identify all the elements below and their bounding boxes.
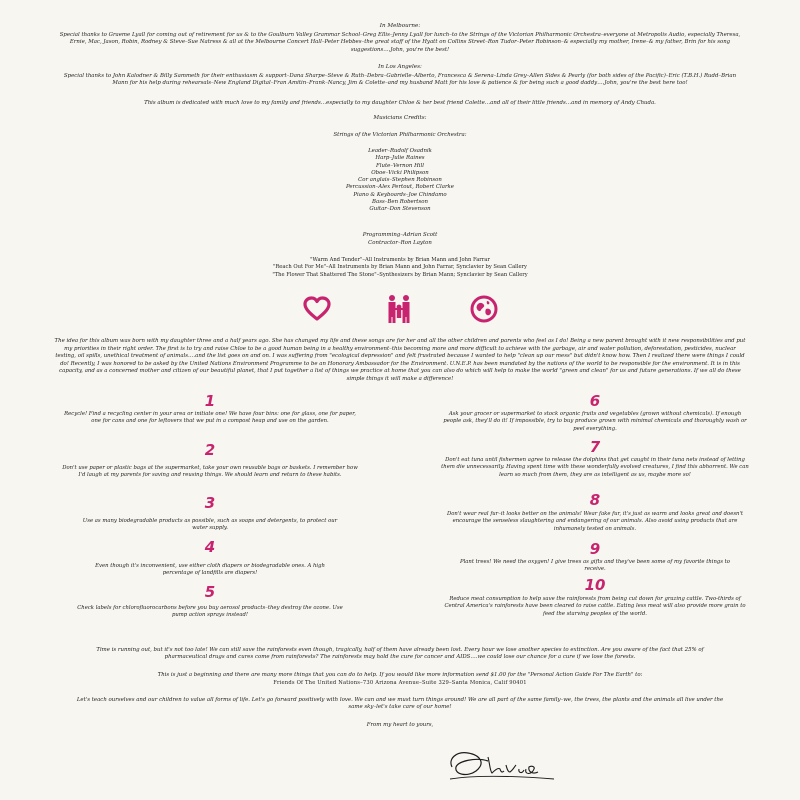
dedication: This album is dedicated with much love to my family and friends…especially to my daughter Chloe & her best friend Colette…and all of their little friends…and in memory of Andy Chuda.: [144, 100, 656, 106]
tip-text: Recycle! Find a recycling center in your area or initiate one! We have four bins: one for glass, one for paper, one for cans and one for leftovers that we put in a compost heap and use on the garden.: [64, 411, 356, 425]
tip-number: 10: [584, 576, 606, 594]
musician-credit: Leader–Rudolf Osadnik: [368, 148, 432, 154]
closing-family: Let's teach ourselves and our children to value all forms of life. Let's go forward positively with love. We can and we must turn things around! We are all part of the same family–we, the trees, the plants and the animals all live under the same sky–let's take care of our home!: [76, 697, 724, 711]
programming-credit: Programming–Adrian Scott: [362, 232, 438, 238]
musician-credit: Flute–Vernon Hill: [376, 162, 424, 169]
tip-text: Don't eat tuna until fishermen agree to release the dolphins that get caught in their tuna nets instead of letting them die unnecessarily. Having spent time with these wonderfully evolved creatures, I find this abhorrent. We can learn so much from them, they are as intelligent as us, maybe more so!: [441, 457, 749, 478]
musician-credit: Oboe–Vicki Philipson: [371, 169, 429, 176]
tip-number: 4: [204, 538, 216, 556]
melbourne-thanks: Special thanks to Graeme Lyall for coming out of retirement for us & to the Goulburn Valley Grammar School–Greg Ellis–Jenny Lyall for lunch–to the Strings of the Victorian Philharmonic Orchestra–everyone at Metropolis Audio, especially Theresa, Ernie, Mac, Jason, Robin, Rodney & Steve–Sue Natress & all at the Melbourne Concert Hall–Peter Hebbes–the great staff of the Hyatt on Collins Street–Ron Tudor–Peter Robinson–& especially my mother, Irene–& my father, Brin for his song suggestions….John, you're the best!: [59, 32, 741, 53]
olivia-signature: [446, 745, 566, 785]
tip-number: 2: [204, 441, 216, 459]
tip-number: 3: [204, 494, 216, 512]
musician-credit: Harp–Julie Raines: [375, 155, 425, 162]
tip-number: 6: [589, 392, 601, 410]
globe-icon: [470, 295, 498, 323]
musician-credit: Percussion–Alex Pertout, Robert Clarke: [346, 184, 454, 191]
musician-credit: Cor anglais–Stephen Robinson: [358, 177, 442, 184]
tip-text: Even though it's inconvenient, use either cloth diapers or biodegradable ones. A high percentage of landfills are diapers!: [95, 563, 325, 577]
musicians-heading: Musicians Credits:: [373, 115, 427, 121]
sign-off: From my heart to yours,: [366, 722, 434, 728]
song-credit: "Warm And Tender"–All Instruments by Brian Mann and John Farrar: [310, 257, 490, 263]
tip-number: 1: [204, 392, 216, 410]
tip-text: Check labels for chlorofluorocarbons before you buy aerosol products–they destroy the ozone. Use pump action sprays instead!: [77, 605, 343, 619]
song-credits: [180, 257, 620, 279]
album-intro: The idea for this album was born with my daughter three and a half years ago. She has changed my life and these songs are for her and all the other children and parents who feel as I do! Being a new parent brought with it new responsibilities and put my priorities in their right order. The first is to try and raise Chloe to be a good human being in a healthy environment–this becoming more and more difficult to achieve with the garbage, air and water pollution, deforestation, pesticides, nuclear testing, oil spills, unethical treatment of animals….and the list goes on and on. I was suffering from "ecological depression" and felt frustrated because I wanted to help "clean up our mess" but didn't know how. Then I realized there were things I could do! Recently, I was honored to be asked by the United Nations Environment Programme to be an Honorary Ambassador for the Environment. U.N.E.P. has been mandated by the nations of the world to be responsible for the environment. It is in this capacity, and as a concerned mother and citizen of our beautiful planet, that I put together a list of things we practice at home that you can also do which will help to make the world "green and clean" for us and future generations. If we all do these simple things it will make a difference!: [54, 338, 746, 382]
musician-credit: Bass–Ben Robertson: [372, 199, 428, 206]
orchestra-heading: Strings of the Victorian Philharmonic Orchestra:: [333, 132, 467, 138]
musician-credit: Guitar–Don Stevenson: [369, 206, 431, 213]
musician-list: [250, 148, 550, 214]
tip-text: Reduce meat consumption to help save the rainforests from being cut down for grazing cattle. Two-thirds of Central America's rainforests have been cleared to raise cattle. Eating less meat will also provide more grain to feed the starving peoples of the world.: [444, 596, 746, 617]
song-credit: "Reach Out For Me"–All Instruments by Brian Mann and John Farrar, Synclavier by Sean Callery: [273, 264, 527, 271]
closing-rainforest: Time is running out, but it's not too late! We can still save the rainforests even though, tragically, half of them have already been lost. Every hour we lose another species to extinction. Are you aware of the fact that 25% of pharmaceutical drugs and cures come from rainforests? The rainforests may hold the cure for cancer and AIDS….we could lose our chance for a cure if we lose the forests.: [96, 647, 704, 661]
family-icon: [386, 294, 412, 324]
tip-text: Ask your grocer or supermarket to stock organic fruits and vegetables (grown without chemicals). If enough people ask, they'll do it! If impossible, try to buy produce grown with minimal chemicals and thoroughly wash or peel everything.: [443, 411, 747, 432]
melbourne-heading: In Melbourne:: [379, 23, 421, 29]
tip-text: Don't use paper or plastic bags at the supermarket, take your own reusable bags or baskets. I remember how I'd laugh at my parents for saving and reusing things. We should learn and return to these habits.: [62, 465, 358, 479]
tip-number: 8: [589, 491, 601, 509]
closing-more-info: This is just a beginning and there are many more things that you can do to help. If you would like more information send $1.00 for the "Personal Action Guide For The Earth" to:: [157, 672, 643, 678]
tip-number: 5: [204, 583, 216, 601]
tip-text: Plant trees! We need the oxygen! I give trees as gifts and they've been some of my favorite things to receive.: [460, 559, 730, 573]
contractor-credit: Contractor–Ron Layton: [368, 240, 432, 246]
tip-number: 9: [589, 540, 601, 558]
heart-icon: [303, 296, 331, 322]
mailing-address: Friends Of The United Nations–730 Arizona Avenue–Suite 329–Santa Monica, Calif 90401: [273, 680, 527, 686]
los-angeles-heading: In Los Angeles:: [378, 64, 422, 70]
song-credit: "The Flower That Shattered The Stone"–Synthesizers by Brian Mann; Synclavier by Sean Callery: [272, 271, 528, 278]
musician-credit: Piano & Keyboards–Joe Chindamo: [353, 191, 447, 198]
tip-text: Don't wear real fur–it looks better on the animals! Wear fake fur, it's just as warm and looks great and doesn't encourage the senseless slaughtering and endangering of our animals. Also avoid using products that are inhumanely tested on animals.: [446, 511, 744, 532]
tip-text: Use as many biodegradable products as possible, such as soaps and detergents, to protect our water supply.: [82, 518, 338, 532]
tip-number: 7: [589, 438, 601, 456]
los-angeles-thanks: Special thanks to John Kalodner & Billy Sammeth for their enthusiasm & support–Dana Sharpe–Steve & Ruth–Debra–Gabrielle–Alberto, Francesca & Serena–Linda Grey–Allen Sides & Pearly (for both sides of the Pacific)–Eric (T.B.H.) Rudd–Brian Mann for his help during rehearsals–New England Digital–Fran Amitin–Frank–Nancy, Jim & Colette–and my husband Matt for his love & patience & for being such a good daddy….John, you're the best here too!: [63, 73, 737, 87]
